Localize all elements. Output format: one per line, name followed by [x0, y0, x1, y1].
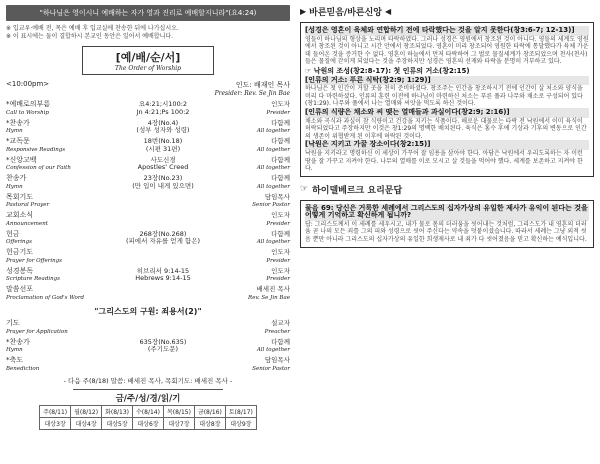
item-leader — [234, 120, 290, 136]
item-content-sub: (시편 31편) — [145, 144, 181, 153]
item-content-sub: Apostles' Creed — [137, 163, 189, 171]
item-label-ko: *축도 — [6, 356, 24, 364]
intro-note: ※ 이 표시에는 둘이 결합하시 본교인 동안은 일어서 예배합니다. — [6, 33, 174, 40]
item-content — [92, 339, 234, 355]
reading-ref: 대상6장 — [133, 418, 164, 430]
item-leader — [234, 357, 290, 373]
item-content — [92, 357, 234, 373]
item-label-en: Prayer for Offerings — [6, 257, 63, 264]
reading-ref: 대상7장 — [163, 418, 194, 430]
item-label-en: Call to Worship — [6, 109, 49, 116]
item-label — [6, 120, 92, 136]
item-leader-en: All together — [256, 183, 290, 190]
reading-day: 월(8/12) — [71, 406, 102, 418]
item-leader — [234, 231, 290, 247]
reading-day: 수(8/14) — [133, 406, 164, 418]
item-leader — [234, 268, 290, 284]
section-catechism-title: 하이델베르크 요리문답 — [312, 185, 403, 196]
item-leader-en: All together — [256, 239, 290, 245]
order-item — [6, 339, 290, 355]
item-content — [92, 194, 234, 210]
item-label-ko: *교독문 — [6, 137, 30, 145]
item-leader-en: Senior Pastor — [252, 365, 290, 372]
item-label — [6, 286, 92, 302]
item-leader-ko: 설교자 — [271, 319, 290, 327]
faith-box — [300, 22, 594, 177]
triangle-left-icon: ◀ — [385, 7, 392, 16]
item-leader-ko: 다함께 — [271, 174, 290, 182]
item-label-en: Hymn — [6, 347, 23, 353]
catechism-question: 물음 69: 당신은 거룩한 세례에서 그리스도의 십자가상의 유일한 제사가 유익이 된다는 것을 어떻게 기억하고 확신하게 됩니까? — [305, 203, 588, 220]
reading-day: 금(8/16) — [194, 406, 225, 418]
item-label-ko: *찬송가 — [6, 118, 30, 127]
order-item — [6, 175, 290, 191]
item-label — [6, 101, 92, 117]
item-content — [92, 138, 234, 154]
order-item — [6, 120, 290, 136]
item-content-sub: (피에서 자유를 얻게 함은) — [125, 237, 201, 245]
item-leader-ko: 인도자 — [271, 100, 290, 108]
order-item — [6, 286, 290, 302]
order-item — [6, 320, 290, 336]
presider-en-row — [6, 89, 290, 98]
order-item — [6, 212, 290, 228]
item-leader — [234, 320, 290, 336]
item-label-ko: *예배로의부름 — [6, 100, 51, 108]
section-faith-title: 바른믿음/바른신앙 — [309, 8, 382, 18]
reading-ref: 대상3장 — [40, 418, 71, 430]
item-leader-ko: 담임목사 — [264, 192, 290, 201]
item-leader — [234, 339, 290, 355]
item-content — [92, 286, 234, 302]
item-leader-en: Presider — [266, 109, 290, 116]
item-leader-ko: 다함께 — [271, 337, 290, 346]
item-content — [92, 101, 234, 117]
item-content — [92, 157, 234, 173]
item-leader — [234, 286, 290, 302]
order-item — [6, 157, 290, 173]
next-week-announce: - 다음 주(8/18) 말씀: 배세진 목사, 목회기도: 배세진 목사 - — [63, 377, 233, 385]
item-leader-ko: 다함께 — [271, 229, 290, 238]
faith-column — [300, 5, 594, 460]
item-leader-en: Presider — [266, 220, 290, 227]
presider-en: Presider: Rev. Se Jin Bae — [214, 90, 290, 97]
item-content-sub: (주기도문) — [147, 345, 179, 353]
item-content-main: 요4:21;시100:2 — [138, 100, 188, 108]
item-content-sub: Jn 4:21;Ps 100:2 — [136, 107, 190, 116]
item-label-en: Scripture Readings — [6, 276, 60, 282]
item-content — [92, 212, 234, 228]
order-item — [6, 249, 290, 265]
order-item — [6, 194, 290, 210]
item-leader-en: Preacher — [264, 328, 290, 335]
triangle-right-icon: ▶ — [300, 7, 307, 16]
reading-table — [39, 405, 257, 430]
order-item — [6, 357, 290, 373]
verse-banner: "하나님은 영이시니 예배하는 자가 영과 진리로 예배할지니라"(요4:24) — [6, 5, 290, 21]
item-leader — [234, 212, 290, 228]
title-korean: [예/배/순/서] — [115, 51, 181, 64]
reading-ref: 대상5장 — [102, 418, 133, 430]
item-label-en: Responsive Readings — [6, 146, 66, 153]
reading-ref: 대상8장 — [194, 418, 225, 430]
item-label — [6, 249, 92, 265]
box1-text2: 하나님은 첫 인간이 거할 곳을 친히 준비하셨다. 창조주는 인간을 창조하시기 전에 인간이 살 처소와 양식을 미리 다 마련하셨다. 인류의 훈련 이전에 하나님이 마련하신 처소는 푸른 풀과 나무와 채소로 구성되어 있다(창1:29). 나무와 풀에서 나는 열매와 씨앗을 먹도록 하신 것이다. — [305, 85, 583, 108]
item-label — [6, 339, 92, 355]
item-label-en: Announcement — [6, 220, 49, 227]
item-label — [6, 320, 92, 336]
item-leader — [234, 157, 290, 173]
reading-days-row — [40, 406, 257, 418]
item-label-ko: 기도 — [6, 319, 20, 327]
finger-pointer-icon: ☞ — [300, 184, 309, 195]
item-leader-en: Senior Pastor — [252, 202, 290, 208]
item-leader-ko: 담임목사 — [264, 356, 290, 364]
item-content — [92, 320, 234, 336]
item-content-main: 268장(No.268) — [139, 229, 187, 238]
item-content — [92, 231, 234, 247]
box1-subheading3: [인류의 식량은 채소와 씨 맺는 열매들과 과실이다(창2:9; 2:16)] — [305, 108, 589, 118]
catechism-box — [300, 200, 594, 248]
box1-subheading2: [인류의 거소: 푸른 식탁(창2:9; 1:29)] — [305, 76, 589, 86]
sermon-title: "그리스도의 구원: 죄용서(2)" — [94, 307, 202, 316]
worship-order-page — [6, 5, 290, 460]
item-content-main: 18번(No.18) — [143, 137, 183, 145]
item-content-main: 히브리서 9:14-15 — [136, 266, 190, 275]
item-label — [6, 268, 92, 284]
item-content-main: 635장(No.635) — [139, 337, 187, 346]
item-label — [6, 357, 92, 373]
item-leader-en: Presider — [266, 276, 290, 282]
reading-ref: 대상4장 — [71, 418, 102, 430]
item-leader-ko: 다함께 — [271, 137, 290, 145]
reading-ref: 대상9장 — [225, 418, 256, 430]
item-content — [92, 249, 234, 265]
item-leader-en: All together — [256, 347, 290, 353]
box1-text3: 채소와 곡식과 과실이 참 식량이고 건강을 지키는 식품이다. 해로운 대물로는 타락 전 낙원에서 이미 육식이 허락되었다고 주장하지만 이것은 창1:29의 명백한 배치된다. 육식은 홍수 후에 기상과 기후의 변동으로 인간의 생존이 위협받게 된 이후에 허락된 것이다. — [305, 117, 587, 140]
item-label-en: Hymn — [6, 183, 23, 190]
item-content-sub: (만 입이 내게 있으면) — [132, 181, 194, 190]
item-content-main: 사도신경 — [150, 155, 176, 164]
order-items-after — [6, 320, 290, 373]
reading-day: 화(8/13) — [102, 406, 133, 418]
reading-day: 주(8/11) — [40, 406, 71, 418]
item-label — [6, 157, 92, 173]
box1-text: 영들이 하나님의 형상을 노리며 타락하였다. 그러나 성경은 영원에서 창조된 것이 아니다. 영들의 세계도 영원에서 창조된 것이 아니고 시간 안에서 창조되었다. 영혼이 미리 창조되어 영원한 타락에 통달했다가 육체 가운데 들어온 것을 증거한 수 없다. 영혼이 하늘에서 먼저 타락하여 그 벌로 물질세계가 창조되었으며 천사(천사)들은 물질에 갇히게 되었다는 것을 주장하지만 성경은 영혼의 선재와 타락을 분명히 거부하고 있다. — [305, 35, 589, 66]
item-label — [6, 231, 92, 247]
item-label-ko: 찬송가 — [6, 174, 27, 182]
catechism-answer: 답: 그리스도께서 이 세례를 세우시고, 내가 물로 몸의 더러움을 씻어내는 것처럼, 그리스도가 내 영혼의 더러움 곧 나의 모든 죄를 그의 피와 성령으로 씻어 주신다는 약속을 덧붙이셨습니다. 따라서 세례는 그냥 외적 씻음 뿐만 아니라 그리스도의 십자가상의 유일한 희생제사로 내 죄가 다 씻어졌음을 믿고 확신하는 예식입니다. — [305, 220, 587, 244]
box1-title: [성경은 영혼이 육체와 연합하기 전에 타락했다는 것을 알지 못한다(창3:6-7; 12-13)] — [305, 26, 589, 36]
item-leader — [234, 101, 290, 117]
item-label-en: Pastoral Prayer — [6, 202, 50, 208]
item-content-sub: (성부 성자와 성령) — [136, 126, 190, 134]
item-leader-en: Presider — [266, 257, 290, 264]
title-english: The Order of Worship — [115, 65, 181, 72]
item-label-ko: 헌금기도 — [6, 248, 34, 256]
item-leader — [234, 194, 290, 210]
item-label-en: Offerings — [6, 239, 32, 245]
item-label-ko: 성경봉독 — [6, 266, 34, 275]
item-leader-ko: 인도자 — [271, 266, 290, 275]
order-item — [6, 268, 290, 284]
service-time: <10:00pm> — [6, 80, 50, 88]
item-leader-en: All together — [256, 165, 290, 171]
box1-subheading: ☞ 낙원의 조성(창2:8-17): 첫 인류의 거소(창2:15) — [305, 66, 470, 75]
item-label-ko: *신앙고백 — [6, 155, 37, 164]
box1-text4: 낙원을 지키라고 명령하신 이 세상이 가꾸어 잘 임용을 삼아야 한다. 아담은 낙원에서 우리도록하는 자 이런 땅을 잘 가꾸고 지켜야 한다. 나무의 열매를 이로 모시고 살 것들을 먹어야 했다. 세계를 보존하고 지켜야 한다. — [305, 149, 583, 173]
item-leader — [234, 138, 290, 154]
reading-title: 금/주/성/경/읽/기 — [73, 389, 223, 404]
order-item — [6, 101, 290, 117]
order-item — [6, 231, 290, 247]
item-leader — [234, 175, 290, 191]
box1-subheading4: [낙원은 지키고 가꿀 장소이다(창2:15)] — [305, 140, 589, 150]
section-catechism-header — [300, 183, 594, 196]
item-leader-ko: 인도자 — [271, 248, 290, 256]
item-leader-ko: 다함께 — [271, 118, 290, 127]
presider-ko: 인도: 배재인 목사 — [235, 81, 290, 89]
intro-note: ※ 입교우·예배 전, 목은 예배 후 입교실에 찬송한 뒤에 나가십시오. — [6, 25, 179, 32]
item-label — [6, 212, 92, 228]
item-label — [6, 138, 92, 154]
item-label-ko: 헌금 — [6, 229, 20, 238]
item-label-en: Hymn — [6, 128, 23, 134]
item-label-ko: 말씀선포 — [6, 285, 34, 293]
section-faith-header — [300, 5, 594, 18]
item-label-ko: *찬송가 — [6, 337, 30, 346]
item-label-en: Benediction — [6, 365, 40, 372]
item-content-sub: Hebrews 9:14-15 — [135, 274, 191, 282]
reading-refs-row — [40, 418, 257, 430]
intro-notes — [6, 25, 290, 41]
reading-day: 목(8/15) — [163, 406, 194, 418]
order-items — [6, 101, 290, 302]
item-leader-ko: 배세진 목사 — [256, 285, 290, 293]
item-leader-ko: 인도자 — [271, 211, 290, 219]
item-content-main: 23장(No.23) — [143, 174, 183, 182]
item-leader — [234, 249, 290, 265]
item-leader-ko: 다함께 — [271, 155, 290, 164]
item-label — [6, 194, 92, 210]
item-content — [92, 268, 234, 284]
item-content-main: 4장(No.4) — [147, 118, 179, 127]
item-content — [92, 120, 234, 136]
order-item — [6, 138, 290, 154]
item-leader-en: Rev. Se Jin Bae — [248, 294, 290, 301]
item-label-en: Proclamation of God's Word — [6, 294, 84, 301]
item-content — [92, 175, 234, 191]
reading-day: 토(8/17) — [225, 406, 256, 418]
item-label-en: Confession of our Faith — [6, 165, 71, 171]
item-label-ko: 교회소식 — [6, 211, 34, 219]
item-label — [6, 175, 92, 191]
item-label-ko: 목회기도 — [6, 192, 34, 201]
item-leader-en: All together — [256, 128, 290, 134]
item-leader-en: All together — [256, 146, 290, 153]
order-title — [82, 46, 214, 75]
item-label-en: Prayer for Application — [6, 328, 68, 335]
